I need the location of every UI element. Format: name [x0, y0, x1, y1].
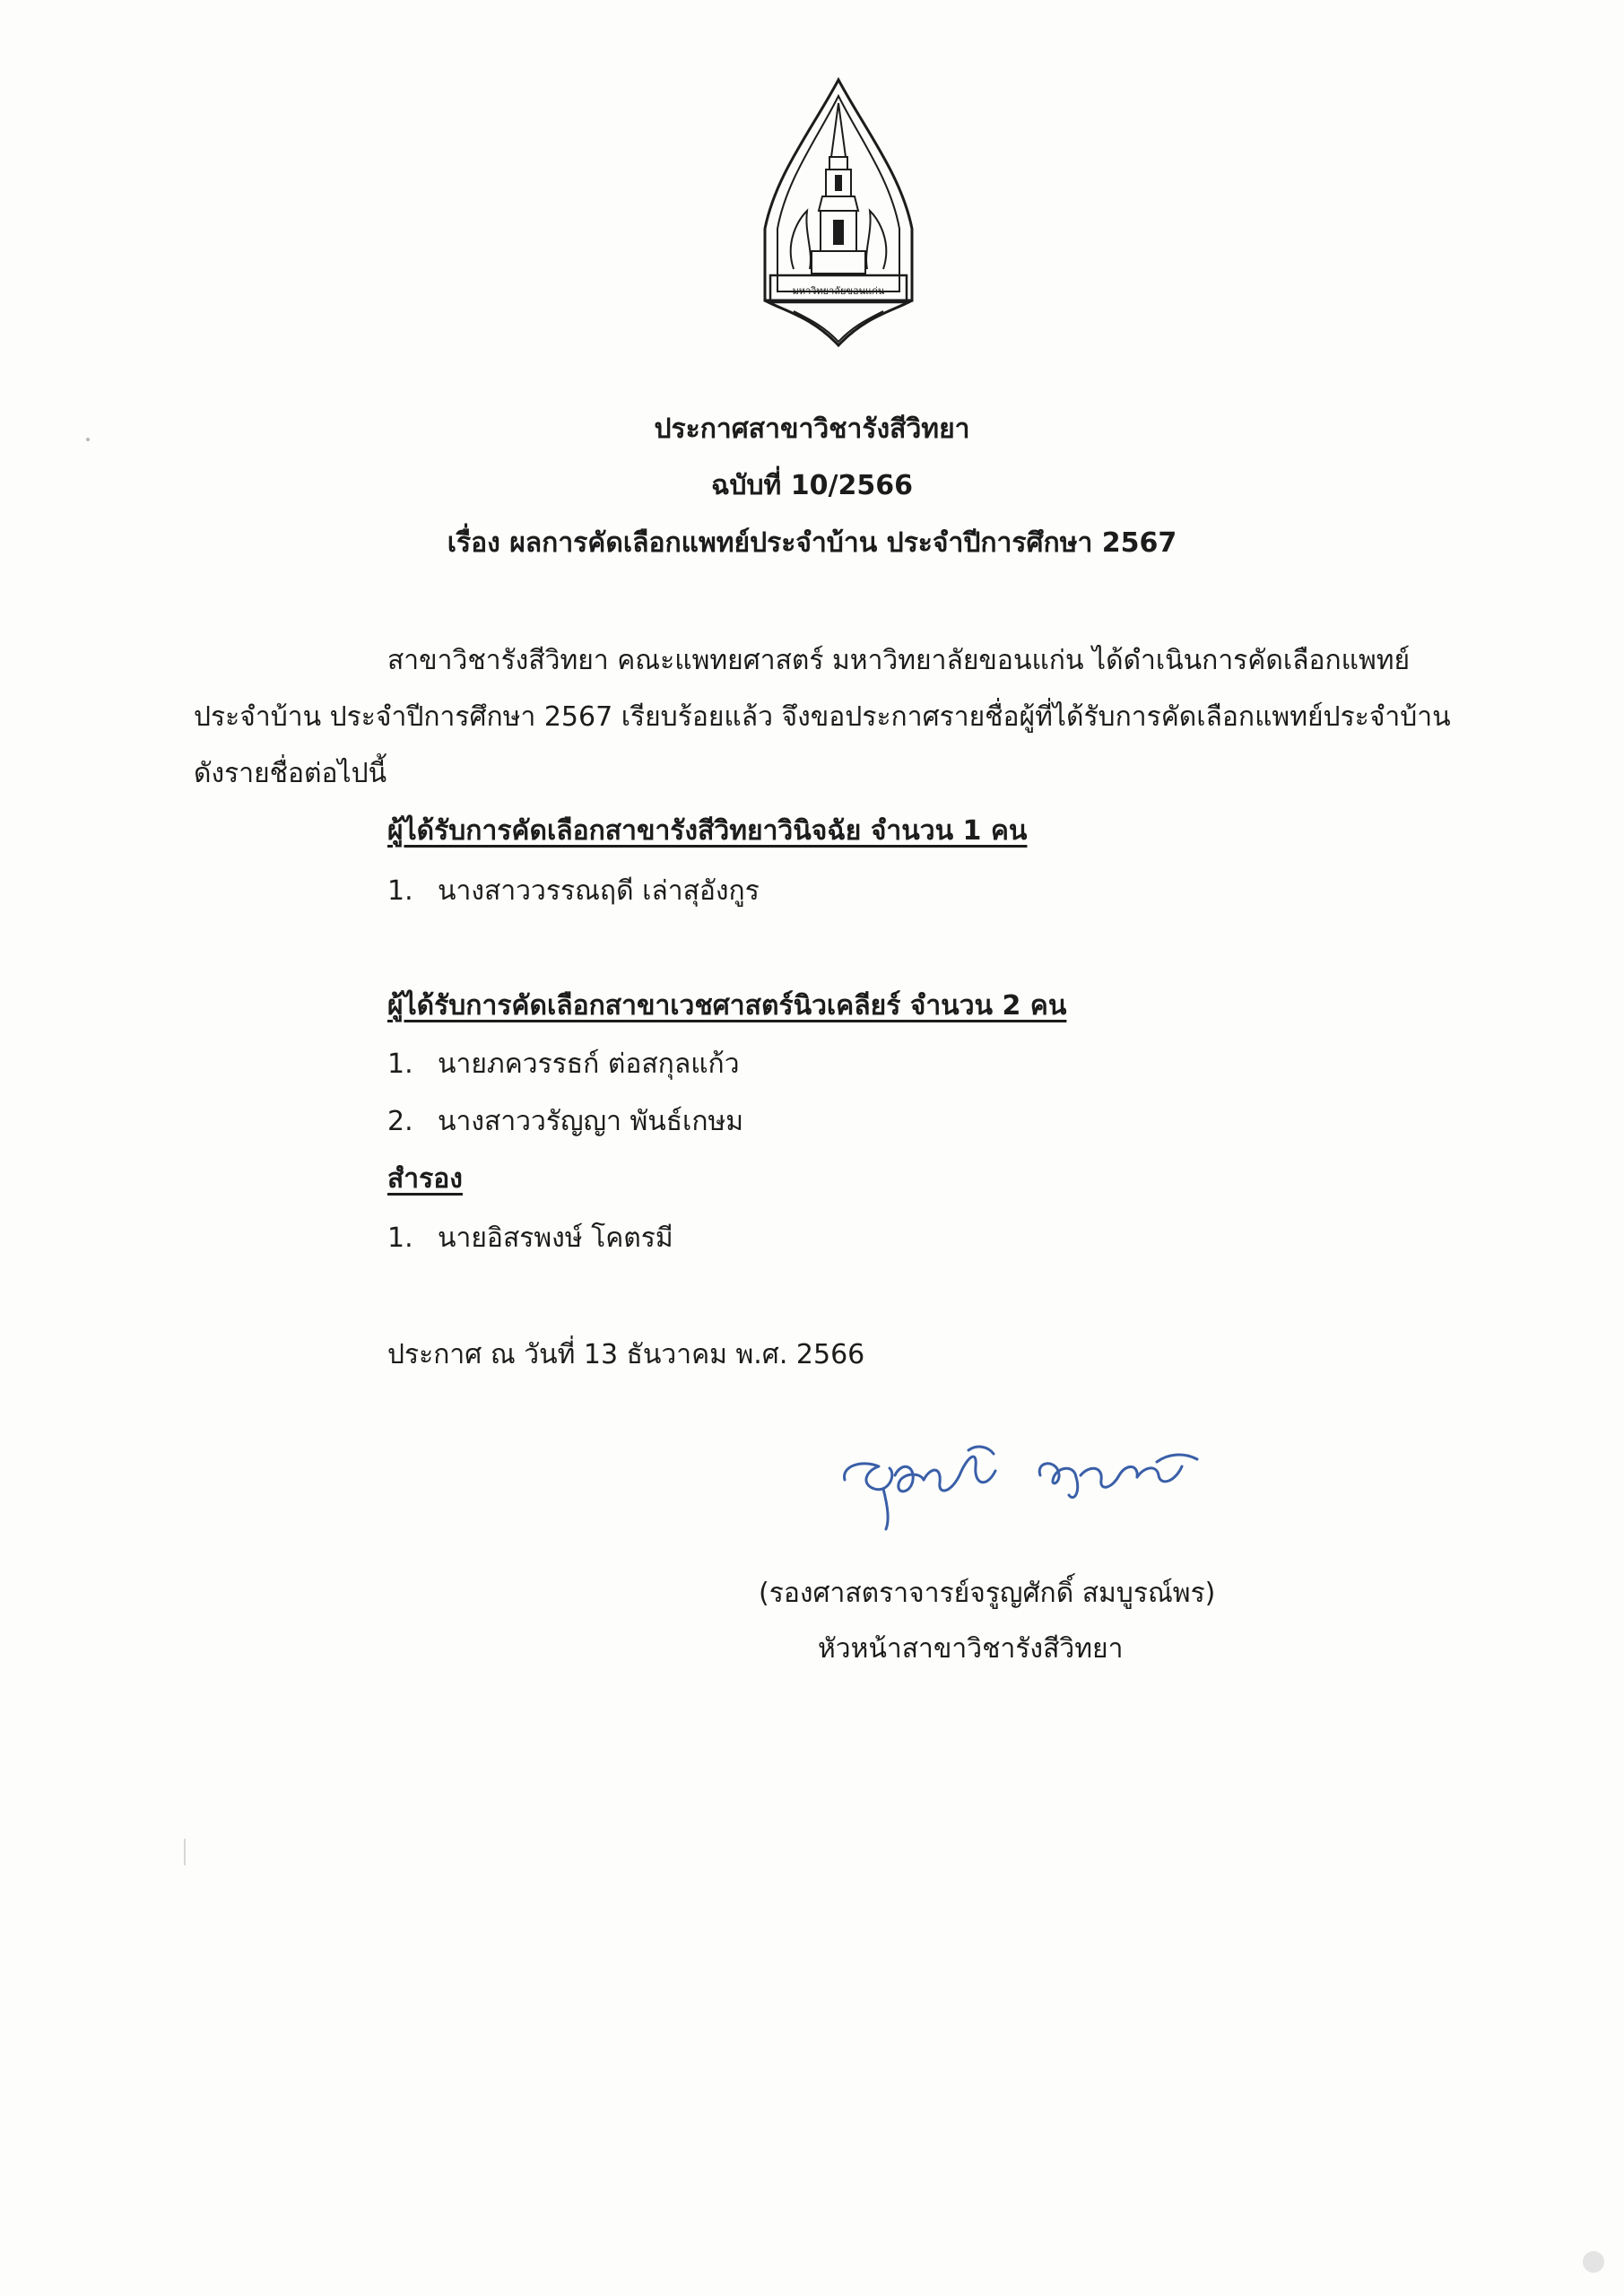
announcement-date: ประกาศ ณ วันที่ 13 ธันวาคม พ.ศ. 2566: [387, 1339, 865, 1370]
section-title-nuclear-medicine: ผู้ได้รับการคัดเลือกสาขาเวชศาสตร์นิวเคลียร์ จำนวน 2 คน: [387, 990, 1067, 1022]
list-item: [387, 1217, 673, 1259]
scan-speck: [86, 438, 90, 441]
list-item: [387, 1043, 740, 1085]
university-seal-logo: [758, 76, 919, 363]
list-item-name: นางสาววรัญญา พันธ์เกษม: [438, 1106, 744, 1137]
list-item-name: นายอิสรพงษ์ โคตรมี: [438, 1222, 673, 1254]
list-item-name: นางสาววรรณฤดี เล่าสุอังกูร: [438, 875, 760, 907]
signatory-name: (รองศาสตราจารย์จรูญศักดิ์ สมบูรณ์พร): [759, 1578, 1216, 1609]
scan-speck: [1583, 2251, 1604, 2273]
signature-graphic: [834, 1439, 1211, 1538]
handwritten-signature: [834, 1439, 1211, 1538]
paragraph-line-1: สาขาวิชารังสีวิทยา คณะแพทยศาสตร์ มหาวิทยาลัยขอนแก่น ได้ดำเนินการคัดเลือกแพทย์: [387, 645, 1411, 676]
section-title-alternate: สำรอง: [387, 1163, 463, 1195]
list-item-name: นายภควรรธก์ ต่อสกุลแก้ว: [438, 1048, 740, 1080]
list-item-number: 1.: [387, 1048, 413, 1080]
list-item: [387, 1100, 743, 1143]
list-item-number: 2.: [387, 1106, 413, 1137]
list-item: [387, 870, 760, 912]
seal-graphic: [758, 76, 919, 363]
section-title-diagnostic-radiology: ผู้ได้รับการคัดเลือกสาขารังสีวิทยาวินิจฉัย จำนวน 1 คน: [387, 815, 1028, 847]
signatory-title: หัวหน้าสาขาวิชารังสีวิทยา: [818, 1633, 1124, 1665]
announcement-subject: เรื่อง ผลการคัดเลือกแพทย์ประจำบ้าน ประจำปีการศึกษา 2567: [447, 527, 1177, 559]
announcement-issue-number: ฉบับที่ 10/2566: [711, 470, 913, 501]
paragraph-line-2: ประจำบ้าน ประจำปีการศึกษา 2567 เรียบร้อยแล้ว จึงขอประกาศรายชื่อผู้ที่ได้รับการคัดเลือกแพทย์ประจำบ้าน: [194, 701, 1451, 733]
list-item-number: 1.: [387, 875, 413, 907]
announcement-title: ประกาศสาขาวิชารังสีวิทยา: [654, 413, 970, 445]
seal-banner-text: มหาวิทยาลัยขอนแก่น: [792, 285, 885, 297]
list-item-number: 1.: [387, 1222, 413, 1254]
scan-speck: [184, 1839, 186, 1866]
paragraph-line-3: ดังรายชื่อต่อไปนี้: [194, 758, 387, 789]
